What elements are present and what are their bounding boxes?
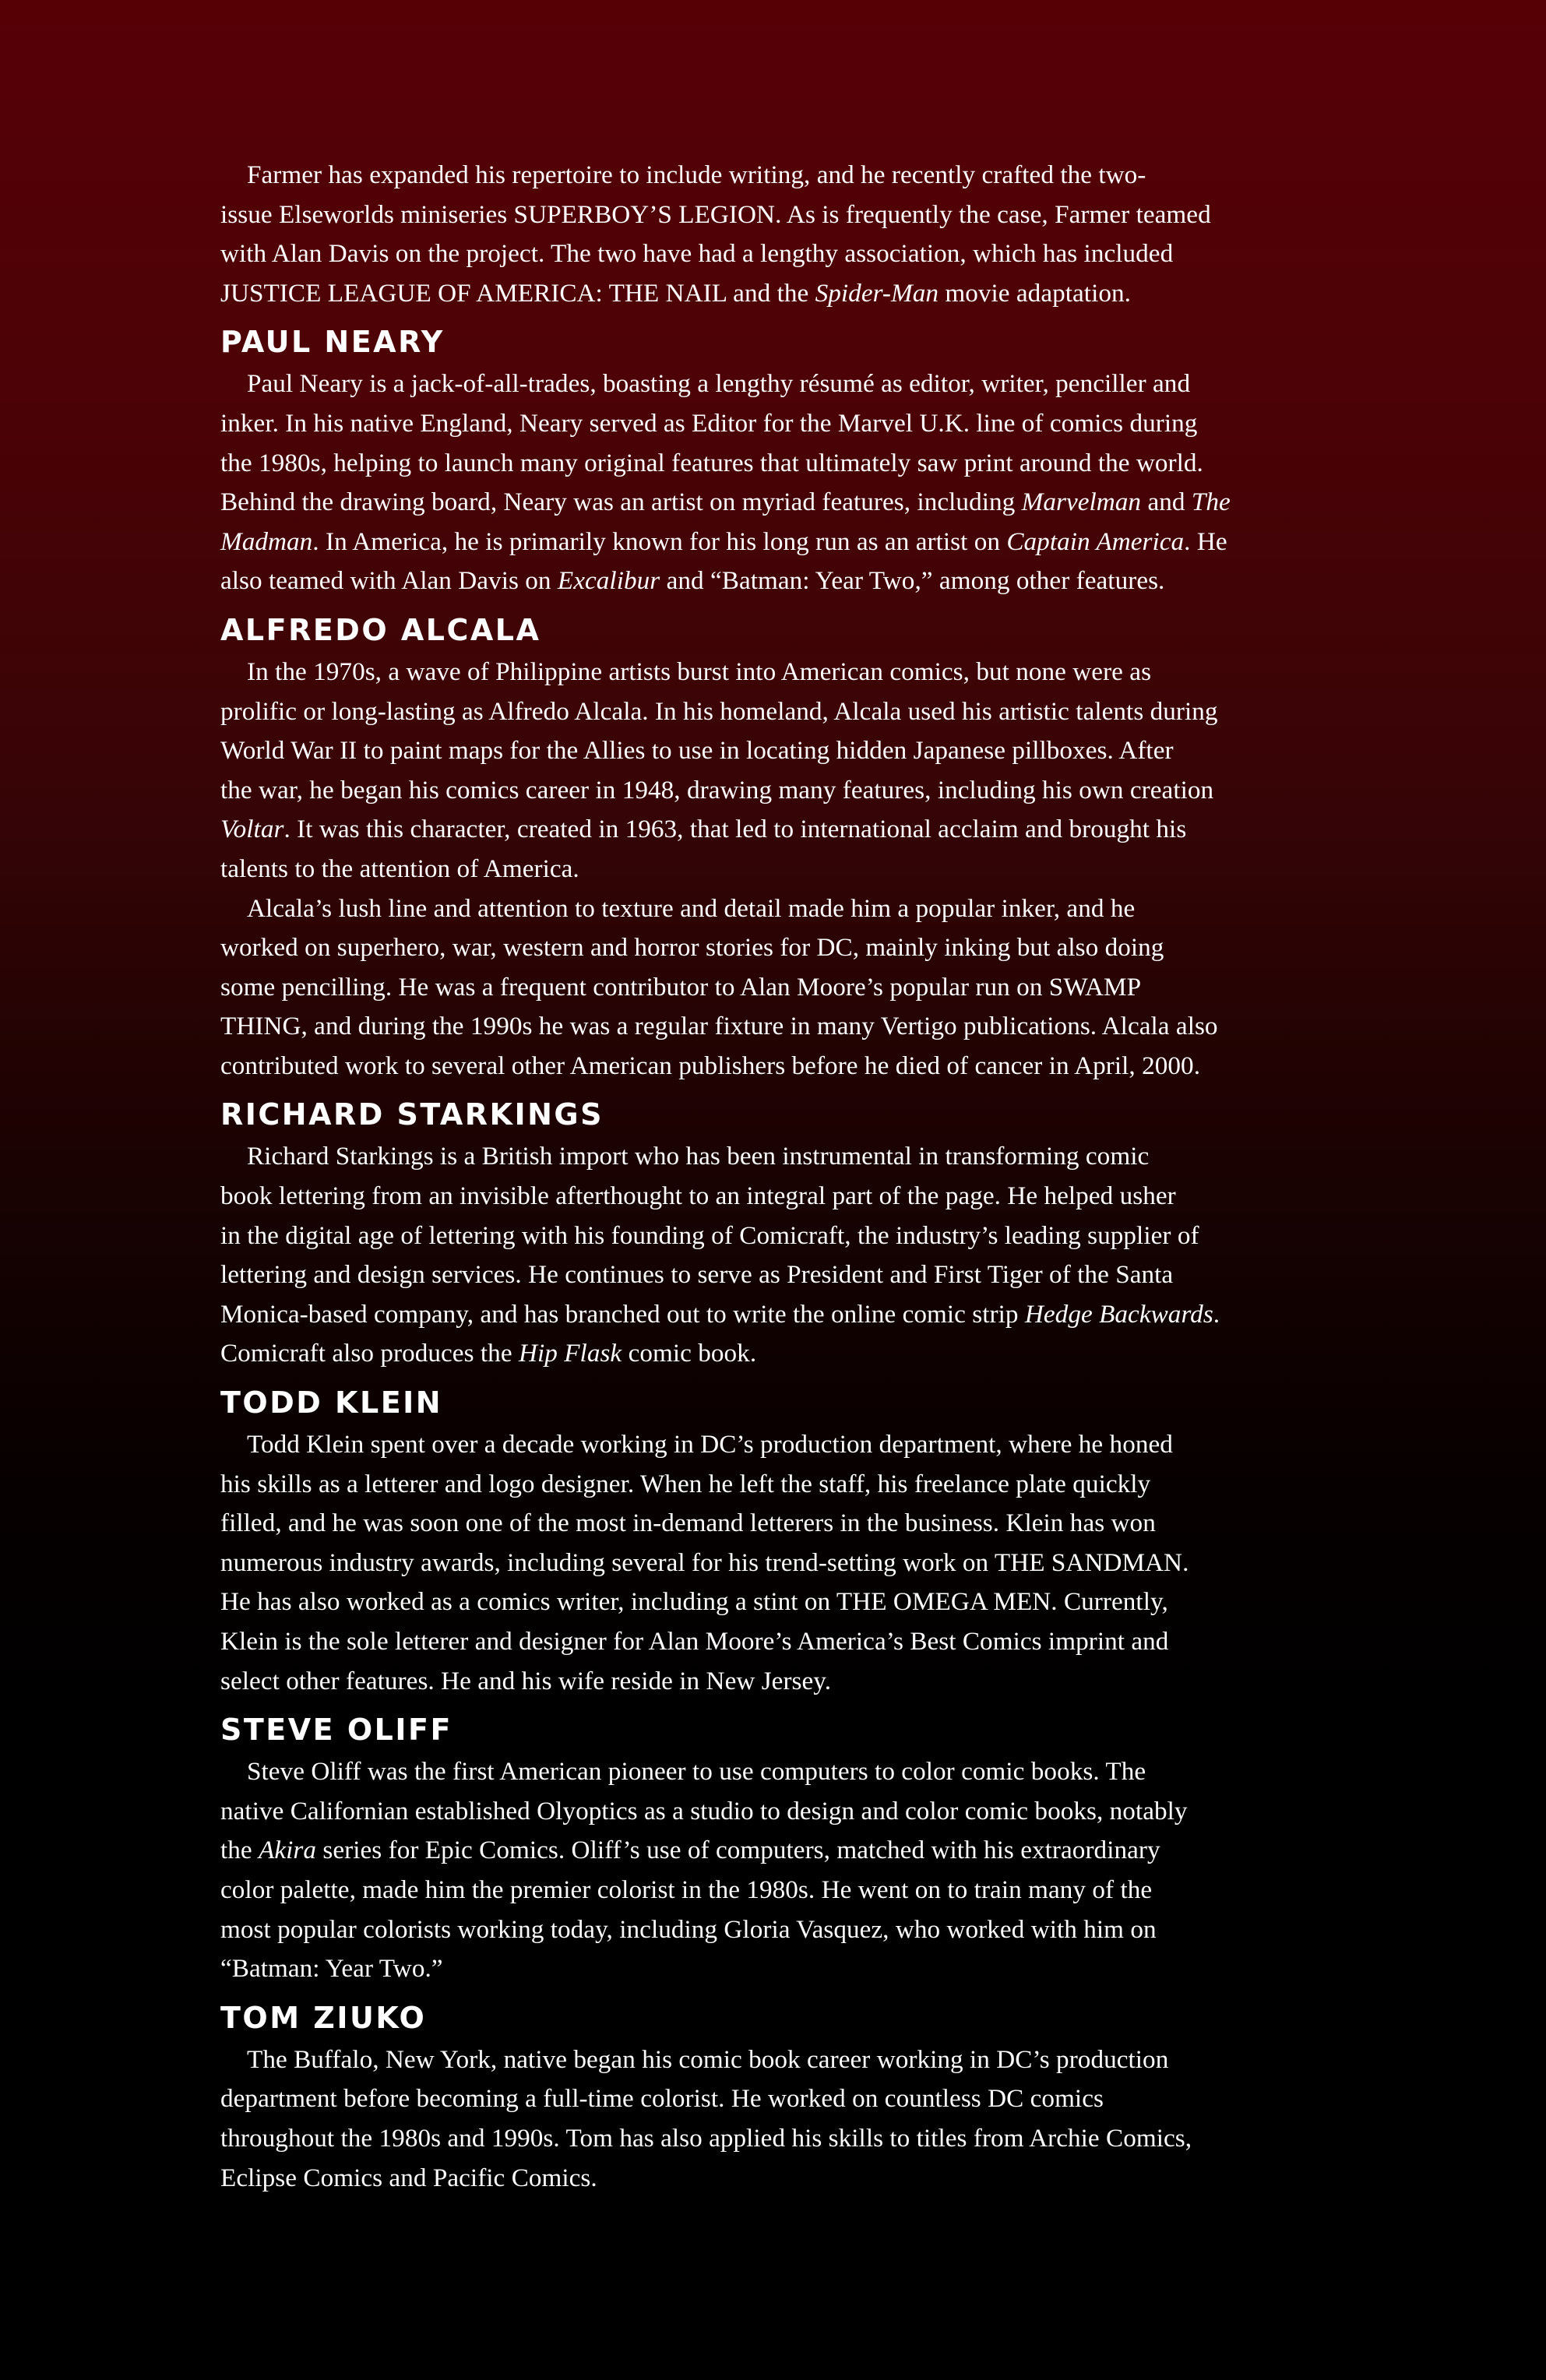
section-heading: RICHARD STARKINGS <box>220 1097 604 1132</box>
paragraph-line: select other features. He and his wife reside in New Jersey. <box>220 1666 832 1695</box>
paragraph-line: In the 1970s, a wave of Philippine artists burst into American comics, but none were as <box>247 657 1152 686</box>
section-heading: STEVE OLIFF <box>220 1713 453 1748</box>
paragraph-line: most popular colorists working today, including Gloria Vasquez, who worked with him on <box>220 1914 1157 1944</box>
paragraph-line: Todd Klein spent over a decade working in DC’s production department, where he honed <box>247 1430 1173 1459</box>
section-heading: TOM ZIUKO <box>220 2000 427 2035</box>
biography-sections <box>220 324 1326 2198</box>
paragraph-line: worked on superhero, war, western and horror stories for DC, mainly inking but also doing <box>220 933 1164 963</box>
paragraph-line: color palette, made him the premier colorist in the 1980s. He went on to train many of the <box>220 1875 1153 1904</box>
paragraph-line: Farmer has expanded his repertoire to include writing, and he recently crafted the two- <box>247 160 1146 189</box>
paragraph-line: department before becoming a full-time colorist. He worked on countless DC comics <box>220 2084 1104 2114</box>
paragraph-line: Steve Oliff was the first American pioneer to use computers to color comic books. The <box>247 1757 1146 1787</box>
paragraph-line: book lettering from an invisible afterthought to an integral part of the page. He helped usher <box>220 1181 1176 1211</box>
paragraph-line: THING, and during the 1990s he was a regular fixture in many Vertigo publications. Alcala also <box>220 1012 1218 1041</box>
paragraph-line: Richard Starkings is a British import who has been instrumental in transforming comic <box>247 1142 1150 1171</box>
paragraph-line: Monica-based company, and has branched out to write the online comic strip Hedge Backwards. <box>220 1299 1220 1329</box>
paragraph-line: Eclipse Comics and Pacific Comics. <box>220 2163 597 2192</box>
paragraph-line: Klein is the sole letterer and designer for Alan Moore’s America’s Best Comics imprint and <box>220 1627 1169 1656</box>
bio-paragraph <box>220 1425 1326 1701</box>
bio-section-steve-oliff <box>220 1712 1326 1989</box>
paragraph-line: the war, he began his comics career in 1948, drawing many features, including his own creation <box>220 775 1214 804</box>
paragraph-line: Paul Neary is a jack-of-all-trades, boasting a lengthy résumé as editor, writer, penciller and <box>247 369 1191 399</box>
intro-paragraph <box>220 156 1326 313</box>
paragraph-line: the Akira series for Epic Comics. Oliff’s use of computers, matched with his extraordinary <box>220 1836 1160 1865</box>
section-heading: TODD KLEIN <box>220 1385 443 1421</box>
paragraph-line: the 1980s, helping to launch many original features that ultimately saw print around the world. <box>220 448 1203 477</box>
paragraph-line: also teamed with Alan Davis on Excalibur and “Batman: Year Two,” among other features. <box>220 566 1165 596</box>
paragraph-line: his skills as a letterer and logo designer. When he left the staff, his freelance plate quickly <box>220 1469 1151 1498</box>
paragraph-line: Madman. In America, he is primarily known for his long run as an artist on Captain America. He <box>220 526 1227 556</box>
paragraph-line: JUSTICE LEAGUE OF AMERICA: THE NAIL and the Spider-Man movie adaptation. <box>220 278 1131 308</box>
bio-section-todd-klein <box>220 1385 1326 1701</box>
paragraph-line: “Batman: Year Two.” <box>220 1954 443 1984</box>
bio-paragraph <box>220 1137 1326 1374</box>
bio-paragraph <box>220 1752 1326 1989</box>
paragraph-line: filled, and he was soon one of the most in-demand letterers in the business. Klein has won <box>220 1509 1156 1538</box>
section-heading: ALFREDO ALCALA <box>220 612 541 647</box>
paragraph-line: The Buffalo, New York, native began his comic book career working in DC’s production <box>247 2044 1169 2074</box>
bio-section-richard-starkings <box>220 1097 1326 1374</box>
paragraph-line: inker. In his native England, Neary served as Editor for the Marvel U.K. line of comics during <box>220 408 1198 438</box>
paragraph-line: some pencilling. He was a frequent contributor to Alan Moore’s popular run on SWAMP <box>220 972 1142 1002</box>
bio-section-paul-neary <box>220 324 1326 601</box>
bio-paragraph <box>220 653 1326 889</box>
paragraph-line: Behind the drawing board, Neary was an artist on myriad features, including Marvelman and The <box>220 488 1231 517</box>
paragraph-line: contributed work to several other American publishers before he died of cancer in April, 2000. <box>220 1051 1201 1080</box>
paragraph-line: Voltar. It was this character, created in 1963, that led to international acclaim and brought his <box>220 815 1187 844</box>
paragraph-line: with Alan Davis on the project. The two have had a lengthy association, which has included <box>220 239 1174 269</box>
paragraph-line: talents to the attention of America. <box>220 854 579 883</box>
paragraph-line: prolific or long-lasting as Alfredo Alcala. In his homeland, Alcala used his artistic talents during <box>220 696 1218 726</box>
paragraph-line: numerous industry awards, including several for his trend-setting work on THE SANDMAN. <box>220 1547 1189 1577</box>
paragraph-line: Comicraft also produces the Hip Flask comic book. <box>220 1339 757 1368</box>
bio-paragraph <box>220 889 1326 1086</box>
bio-section-alfredo-alcala <box>220 612 1326 1086</box>
bio-page <box>220 156 1326 2198</box>
paragraph-line: He has also worked as a comics writer, including a stint on THE OMEGA MEN. Currently, <box>220 1587 1168 1617</box>
section-heading: PAUL NEARY <box>220 325 445 360</box>
paragraph-line: World War II to paint maps for the Allies to use in locating hidden Japanese pillboxes. After <box>220 736 1174 766</box>
paragraph-line: throughout the 1980s and 1990s. Tom has also applied his skills to titles from Archie Comics, <box>220 2123 1192 2153</box>
paragraph-line: Alcala’s lush line and attention to texture and detail made him a popular inker, and he <box>247 893 1136 923</box>
paragraph-line: issue Elseworlds miniseries SUPERBOY’S LEGION. As is frequently the case, Farmer teamed <box>220 199 1211 229</box>
paragraph-line: lettering and design services. He continues to serve as President and First Tiger of the Santa <box>220 1260 1174 1290</box>
bio-paragraph <box>220 2040 1326 2198</box>
bio-section-tom-ziuko <box>220 2000 1326 2198</box>
bio-paragraph <box>220 364 1326 601</box>
paragraph-line: in the digital age of lettering with his founding of Comicraft, the industry’s leading supplier of <box>220 1220 1199 1250</box>
paragraph-line: native Californian established Olyoptics as a studio to design and color comic books, notably <box>220 1796 1188 1825</box>
